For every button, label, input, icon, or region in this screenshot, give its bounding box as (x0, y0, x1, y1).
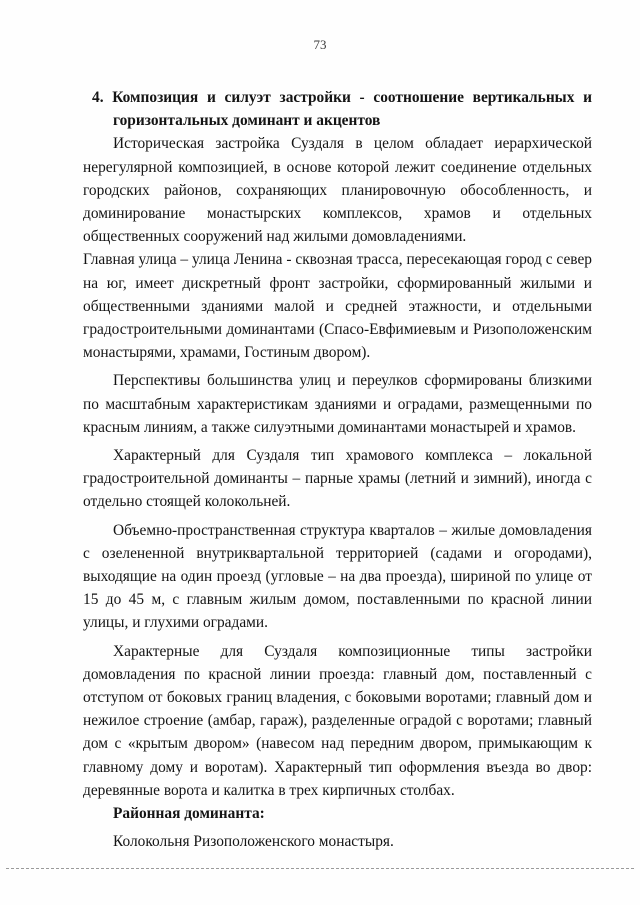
district-dominant-text: Колокольня Ризоположенского монастыря. (113, 833, 394, 851)
paragraph-street-perspectives: Перспективы большинства улиц и переулков сформированы близкими по масштабным характеристикам зданиями и оградами, размещенными по красным линиям, а также силуэтными доминантами монастырей и храмов. (83, 372, 592, 436)
paragraph-block-structure: Объемно-пространственная структура кварталов – жилые домовладения с озелененной внутриквартальной территорией (садами и огородами), выходящие на один проезд (угловые – на два проезда), шириной по улице от 15 до 45 м, с главным жилым домом, поставленными по красной линии улицы, и глухими оградами. (83, 521, 592, 632)
paragraph-main-street: Главная улица – улица Ленина - сквозная трасса, пересекающая город с север на юг, имеет дискретный фронт застройки, сформированный жилыми и общественными зданиями малой и средней этажности, и отдельными градостроительными доминантами (Спасо-Евфимиевым и Ризоположенским монастырями, храмами, Гостиным двором). (83, 251, 592, 362)
footer-divider (6, 868, 634, 869)
paragraph-temple-complex: Характерный для Суздаля тип храмового комплекса – локальной градостроительной доминанты – парные храмы (летний и зимний), иногда с отдельно стоящей колокольней. (83, 447, 592, 511)
section-heading: 4. Композиция и силуэт застройки - соотношение вертикальных и горизонтальных доминант и акцентов (92, 89, 592, 130)
paragraph-historical-development: Историческая застройка Суздаля в целом обладает иерархической нерегулярной композицией, в основе которой лежит соединение отдельных городских районов, сохраняющих планировочную обособленность, и доминирование монастырских комплексов, храмов и отдельных общественных сооружений над жилыми домовладениями. (83, 135, 592, 246)
document-body (83, 86, 592, 854)
page-number: 73 (313, 37, 327, 52)
paragraph-building-types: Характерные для Суздаля композиционные типы застройки домовладения по красной линии проезда: главный дом, поставленный с отступом от боковых границ владения, с боковыми воротами; главный дом и нежилое строение (амбар, гараж), разделенные оградой с воротами; главный дом с «крытым двором» (навесом над передним двором, примыкающим к главному дому и воротам). Характерный тип оформления въезда во двор: деревянные ворота и калитка в трех кирпичных столбах. (83, 642, 592, 799)
subheading-district-dominant: Районная доминанта: (113, 805, 265, 823)
